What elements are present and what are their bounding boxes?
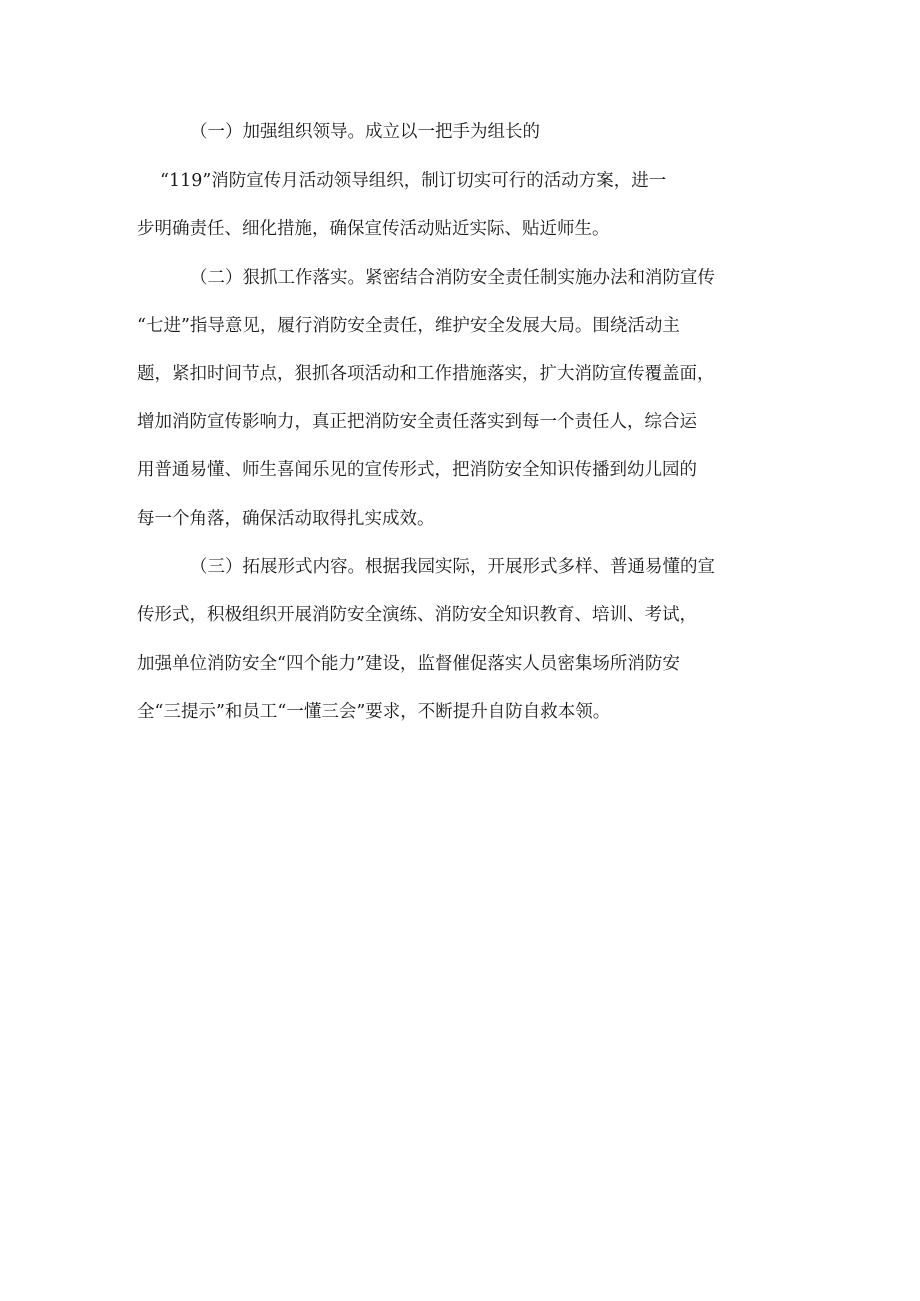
paragraph-3-line-2: 传形式，积极组织开展消防安全演练、消防安全知识教育、培训、考试， bbox=[137, 605, 697, 625]
paragraph-2-line-1: （二）狠抓工作落实。紧密结合消防安全责任制实施办法和消防宣传 bbox=[190, 268, 715, 288]
paragraph-3-line-4: 全“三提示”和员工“一懂三会”要求，不断提升自防自救本领。 bbox=[137, 702, 611, 722]
paragraph-1-line-1: （一）加强组织领导。成立以一把手为组长的 bbox=[190, 122, 540, 142]
paragraph-1-line-2: “119”消防宣传月活动领导组织，制订切实可行的活动方案，进一 bbox=[160, 171, 667, 191]
paragraph-3-line-3: 加强单位消防安全“四个能力”建设，监督催促落实人员密集场所消防安 bbox=[137, 654, 680, 674]
paragraph-2-line-6: 每一个角落，确保活动取得扎实成效。 bbox=[137, 509, 435, 529]
paragraph-2-line-5: 用普通易懂、师生喜闻乐见的宣传形式，把消防安全知识传播到幼儿园的 bbox=[137, 460, 697, 480]
paragraph-3-line-1: （三）拓展形式内容。根据我园实际，开展形式多样、普通易懂的宣 bbox=[190, 557, 715, 577]
paragraph-2-line-4: 增加消防宣传影响力，真正把消防安全责任落实到每一个责任人，综合运 bbox=[137, 412, 697, 432]
paragraph-2-line-2: “七进”指导意见，履行消防安全责任，维护安全发展大局。围绕活动主 bbox=[137, 316, 680, 336]
paragraph-1-line-3: 步明确责任、细化措施，确保宣传活动贴近实际、贴近师生。 bbox=[137, 219, 610, 239]
paragraph-2-line-3: 题，紧扣时间节点，狠抓各项活动和工作措施落实，扩大消防宣传覆盖面， bbox=[137, 364, 715, 384]
